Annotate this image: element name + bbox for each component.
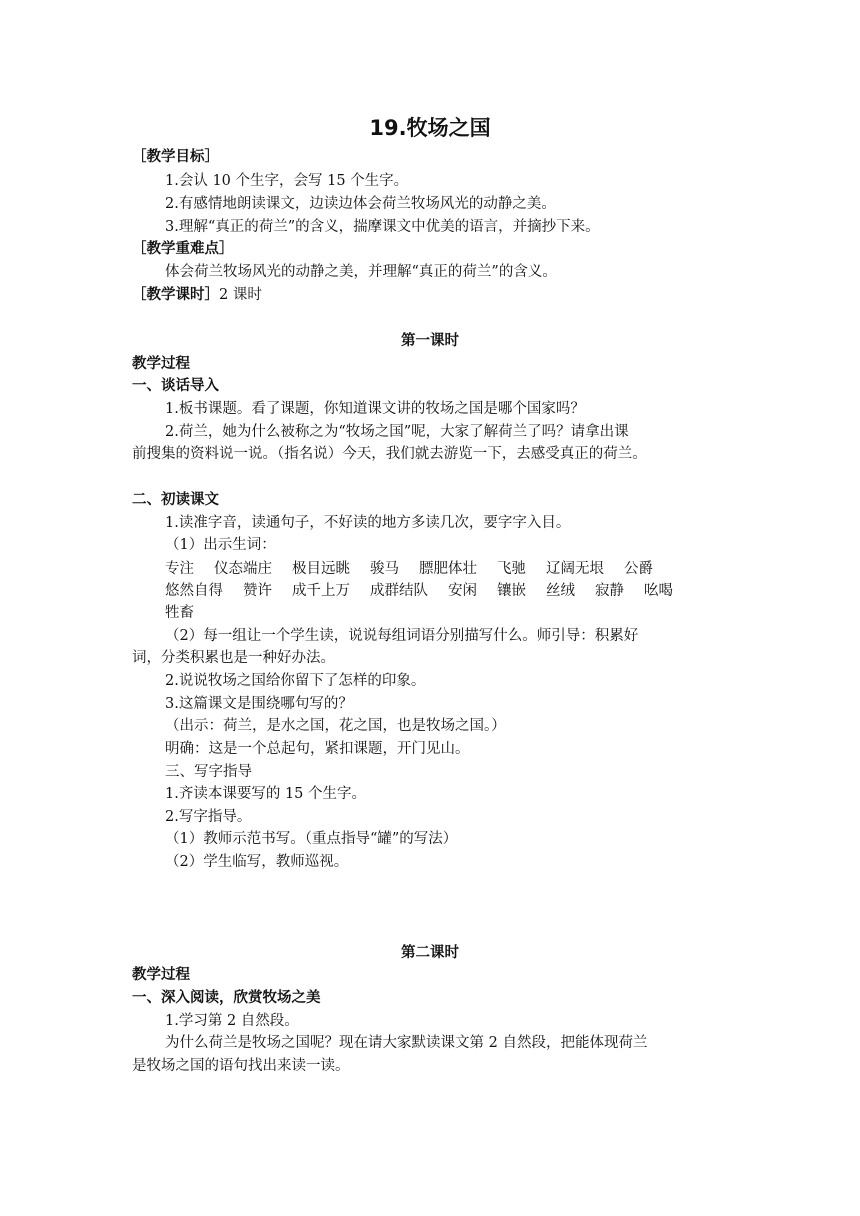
hours-line bbox=[132, 284, 262, 306]
lesson1-s2-clear: 明确：这是一个总起句，紧扣课题，开门见山。 bbox=[165, 741, 470, 757]
word-list-row-1 bbox=[165, 557, 673, 578]
lesson2-heading: 第二课时 bbox=[401, 945, 459, 961]
lesson2-item-1: 1.学习第 2 自然段。 bbox=[165, 1013, 299, 1029]
lesson2-section-1: 一、深入阅读，欣赏牧场之美 bbox=[132, 990, 321, 1006]
goal-item-1: 1.会认 10 个生字，会写 15 个生字。 bbox=[165, 173, 409, 189]
lesson1-s1-item-2b: 前搜集的资料说一说。（指名说）今天，我们就去游览一下，去感受真正的荷兰。 bbox=[132, 446, 647, 462]
word: 牲畜 bbox=[165, 605, 194, 621]
lesson1-s1-item-1: 1.板书课题。看了课题，你知道课文讲的牧场之国是哪个国家吗？ bbox=[165, 401, 585, 417]
goal-item-3: 3.理解“真正的荷兰”的含义，揣摩课文中优美的语言，并摘抄下来。 bbox=[165, 219, 600, 235]
word: 仪态端庄 bbox=[214, 561, 272, 577]
word-list-row-2 bbox=[165, 579, 693, 600]
hours-header: ［教学课时］ bbox=[132, 287, 219, 303]
lesson1-s2-sub-1: （1）出示生词： bbox=[165, 537, 276, 553]
lesson1-s2-sub-2b: 词，分类积累也是一种好办法。 bbox=[132, 650, 335, 666]
word: 公爵 bbox=[624, 561, 653, 577]
word: 寂静 bbox=[595, 583, 624, 599]
word: 骏马 bbox=[370, 561, 399, 577]
key-points-text: 体会荷兰牧场风光的动静之美，并理解“真正的荷兰”的含义。 bbox=[165, 264, 557, 280]
word: 悠然自得 bbox=[165, 583, 223, 599]
lesson1-section-2: 二、初读课文 bbox=[132, 492, 219, 508]
lesson1-s2-item-1: 1.读准字音，读通句子，不好读的地方多读几次，要字字入目。 bbox=[165, 515, 571, 531]
lesson2-process: 教学过程 bbox=[132, 967, 190, 983]
lesson1-process: 教学过程 bbox=[132, 356, 190, 372]
word: 极目远眺 bbox=[292, 561, 350, 577]
lesson1-section-1: 一、谈话导入 bbox=[132, 378, 219, 394]
goal-item-2: 2.有感情地朗读课文，边读边体会荷兰牧场风光的动静之美。 bbox=[165, 196, 556, 212]
lesson1-s2-item-2: 2.说说牧场之国给你留下了怎样的印象。 bbox=[165, 673, 426, 689]
word: 成群结队 bbox=[370, 583, 428, 599]
lesson2-para-a: 为什么荷兰是牧场之国呢？现在请大家默读课文第 2 自然段，把能体现荷兰 bbox=[165, 1035, 648, 1051]
document-title: 19.牧场之国 bbox=[369, 116, 491, 140]
lesson1-s3-item-2: 2.写字指导。 bbox=[165, 809, 252, 825]
lesson1-s1-item-2a: 2.荷兰，她为什么被称之为“牧场之国”呢，大家了解荷兰了吗？请拿出课 bbox=[165, 424, 629, 440]
lesson1-s2-show: （出示：荷兰，是水之国，花之国，也是牧场之国。） bbox=[165, 718, 506, 734]
word: 成千上万 bbox=[292, 583, 350, 599]
lesson1-s2-item-3: 3.这篇课文是围绕哪句写的？ bbox=[165, 696, 353, 712]
word-list-row-3 bbox=[165, 601, 214, 622]
word: 赞许 bbox=[243, 583, 272, 599]
lesson1-heading: 第一课时 bbox=[401, 333, 459, 349]
word: 丝绒 bbox=[546, 583, 575, 599]
lesson1-section-3: 三、写字指导 bbox=[165, 764, 252, 780]
word: 辽阔无垠 bbox=[546, 561, 604, 577]
lesson1-s3-sub-2: （2）学生临写，教师巡视。 bbox=[165, 854, 349, 870]
word: 飞驰 bbox=[497, 561, 526, 577]
lesson1-s2-sub-2a: （2）每一组让一个学生读，说说每组词语分别描写什么。师引导：积累好 bbox=[165, 628, 639, 644]
goals-header: ［教学目标］ bbox=[132, 149, 219, 165]
lesson1-s3-sub-1: （1）教师示范书写。（重点指导“罐”的写法） bbox=[165, 831, 458, 847]
word: 吆喝 bbox=[644, 583, 673, 599]
lesson1-s3-item-1: 1.齐读本课要写的 15 个生字。 bbox=[165, 786, 367, 802]
word: 专注 bbox=[165, 561, 194, 577]
lesson2-para-b: 是牧场之国的语句找出来读一读。 bbox=[132, 1058, 350, 1074]
word: 膘肥体壮 bbox=[419, 561, 477, 577]
word: 镶嵌 bbox=[497, 583, 526, 599]
hours-value: 2 课时 bbox=[219, 287, 262, 303]
key-points-header: ［教学重难点］ bbox=[132, 241, 234, 257]
word: 安闲 bbox=[448, 583, 477, 599]
